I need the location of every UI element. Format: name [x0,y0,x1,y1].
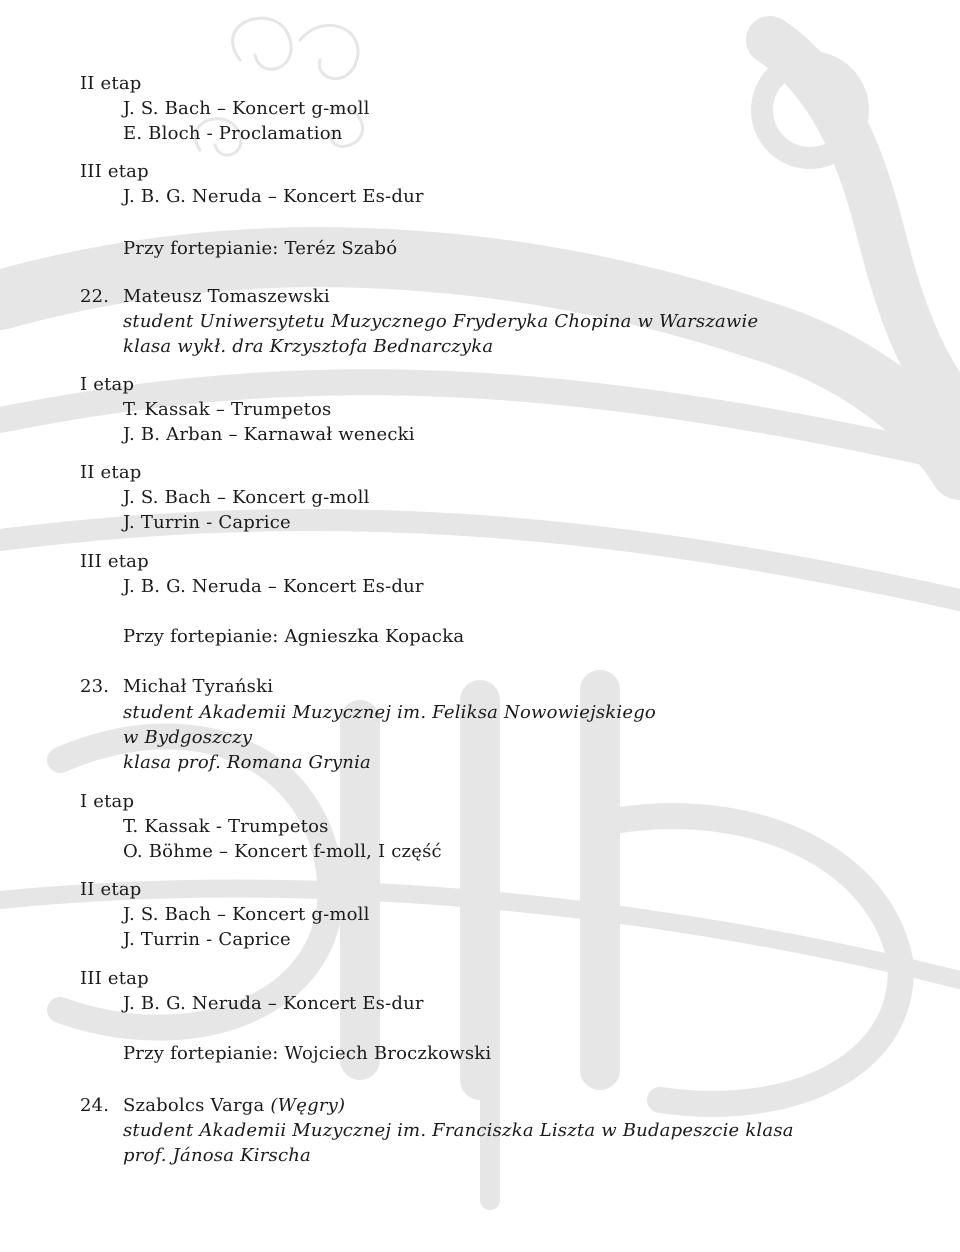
participant-school: student Akademii Muzycznej im. Franciszka Liszta w Budapeszcie klasa [123,1120,794,1141]
accompanist: Przy fortepianie: Teréz Szabó [123,238,398,259]
repertoire-item: J. S. Bach – Koncert g-moll [123,98,370,119]
swirl-ornament [300,25,358,78]
repertoire-item: J. S. Bach – Koncert g-moll [123,904,370,925]
participant-school: w Bydgoszczy [123,727,253,748]
participant-country: (Węgry) [270,1095,346,1116]
repertoire-item: E. Bloch - Proclamation [123,123,343,144]
participant-name: Szabolcs Varga [123,1095,265,1116]
repertoire-item: J. Turrin - Caprice [123,929,291,950]
stage-label: I etap [80,791,135,812]
participant-teacher: klasa wykł. dra Krzysztofa Bednarczyka [123,336,494,357]
stage-label: II etap [80,462,142,483]
participant-teacher: prof. Jánosa Kirscha [123,1145,311,1166]
repertoire-item: J. B. G. Neruda – Koncert Es-dur [123,186,424,207]
participant-heading [80,676,273,698]
participant-number: 24. [80,1095,110,1116]
swirl-ornament [233,18,292,69]
repertoire-item: J. S. Bach – Koncert g-moll [123,487,370,508]
participant-number: 23. [80,676,110,697]
stage-label: II etap [80,879,142,900]
accompanist: Przy fortepianie: Wojciech Broczkowski [123,1043,492,1064]
repertoire-item: J. B. Arban – Karnawał wenecki [123,424,415,445]
participant-teacher: klasa prof. Romana Grynia [123,752,371,773]
stage-label: III etap [80,968,149,989]
stage-label: I etap [80,374,135,395]
accompanist: Przy fortepianie: Agnieszka Kopacka [123,626,465,647]
stage-label: III etap [80,161,149,182]
repertoire-item: J. B. G. Neruda – Koncert Es-dur [123,993,424,1014]
repertoire-item: O. Böhme – Koncert f-moll, I część [123,841,442,862]
participant-heading [80,1095,345,1117]
repertoire-item: T. Kassak - Trumpetos [123,816,329,837]
repertoire-item: J. B. G. Neruda – Koncert Es-dur [123,576,424,597]
participant-heading [80,286,330,308]
participant-school: student Akademii Muzycznej im. Feliksa Nowowiejskiego [123,702,656,723]
repertoire-item: J. Turrin - Caprice [123,512,291,533]
stage-label: III etap [80,551,149,572]
stage-label: II etap [80,73,142,94]
participant-name: Michał Tyrański [123,676,274,697]
participant-school: student Uniwersytetu Muzycznego Fryderyka Chopina w Warszawie [123,311,759,332]
participant-name: Mateusz Tomaszewski [123,286,330,307]
participant-number: 22. [80,286,110,307]
repertoire-item: T. Kassak – Trumpetos [123,399,332,420]
trumpet-tube [0,382,960,460]
